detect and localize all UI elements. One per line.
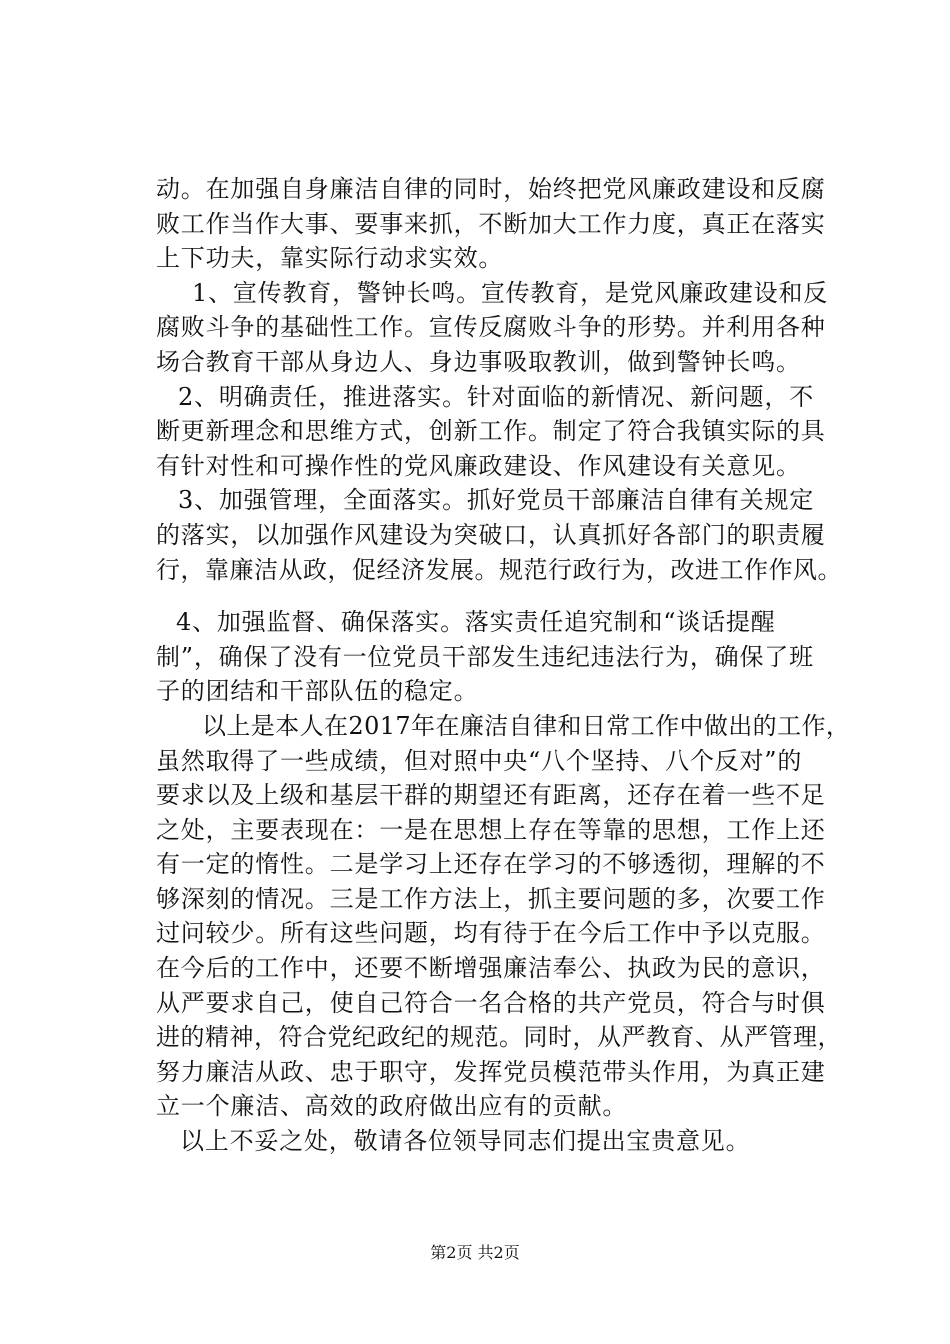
text-line: 断更新理念和思维方式，创新工作。制定了符合我镇实际的具 — [156, 417, 826, 446]
text-line: 动。在加强自身廉洁自律的同时，始终把党风廉政建设和反腐 — [156, 175, 826, 203]
text-line: 子的团结和干部队伍的稳定。 — [156, 677, 479, 706]
text-line: 要求以及上级和基层干群的期望还有距离，还存在着一些不足 — [156, 781, 826, 810]
text-line: 3、加强管理，全面落实。抓好党员干部廉洁自律有关规定 — [178, 486, 815, 515]
text-line: 腐败斗争的基础性工作。宣传反腐败斗争的形势。并利用各种 — [156, 313, 826, 342]
body-text — [156, 172, 851, 1159]
paragraph — [156, 172, 836, 276]
text-line: 立一个廉洁、高效的政府做出应有的贡献。 — [156, 1092, 628, 1121]
paragraph — [156, 483, 842, 587]
text-line: 在今后的工作中，还要不断增强廉洁奉公、执政为民的意识， — [156, 954, 826, 983]
text-line: 行，靠廉洁从政，促经济发展。规范行政行为，改进工作作风。 — [156, 555, 842, 584]
text-line: 有针对性和可操作性的党风廉政建设、作风建设有关意见。 — [156, 451, 801, 480]
text-line: 1、宣传教育，警钟长鸣。宣传教育，是党风廉政建设和反 — [192, 278, 829, 307]
text-line: 4、加强监督、确保落实。落实责任追究制和“谈话提醒 — [176, 608, 776, 637]
text-line: 以上不妥之处，敬请各位领导同志们提出宝贵意见。 — [180, 1127, 751, 1156]
paragraph — [156, 380, 836, 484]
paragraph — [156, 276, 836, 380]
paragraph — [156, 1124, 836, 1159]
text-line: 2、明确责任，推进落实。针对面临的新情况、新问题，不 — [178, 382, 815, 411]
text-line: 上下功夫，靠实际行动求实效。 — [156, 244, 504, 273]
paragraph — [156, 605, 836, 709]
text-line: 过问较少。所有这些问题，均有待于在今后工作中予以克服。 — [156, 919, 826, 948]
text-line: 场合教育干部从身边人、身边事吸取教训，做到警钟长鸣。 — [156, 347, 801, 376]
text-line: 的落实，以加强作风建设为突破口，认真抓好各部门的职责履 — [156, 520, 826, 549]
page-number-label: 第2页 共2页 — [430, 1243, 520, 1262]
text-line: 以上是本人在2017年在廉洁自律和日常工作中做出的工作， — [202, 711, 851, 740]
paragraph-gap — [156, 587, 836, 605]
paragraph — [156, 709, 851, 1124]
text-line: 虽然取得了一些成绩，但对照中央“八个坚持、八个反对”的 — [156, 746, 803, 775]
text-line: 从严要求自己，使自己符合一名合格的共产党员，符合与时俱 — [156, 988, 826, 1017]
text-line: 之处，主要表现在：一是在思想上存在等靠的思想，工作上还 — [156, 815, 826, 844]
text-line: 败工作当作大事、要事来抓，不断加大工作力度，真正在落实 — [156, 209, 826, 238]
text-line: 够深刻的情况。三是工作方法上，抓主要问题的多，次要工作 — [156, 884, 826, 913]
text-line: 制”，确保了没有一位党员干部发生违纪违法行为，确保了班 — [156, 642, 814, 671]
page-footer — [0, 1242, 950, 1264]
text-line: 进的精神，符合党纪政纪的规范。同时，从严教育、从严管理， — [156, 1023, 842, 1052]
text-line: 努力廉洁从政、忠于职守，发挥党员模范带头作用，为真正建 — [156, 1057, 826, 1086]
text-line: 有一定的惰性。二是学习上还存在学习的不够透彻，理解的不 — [156, 850, 826, 879]
